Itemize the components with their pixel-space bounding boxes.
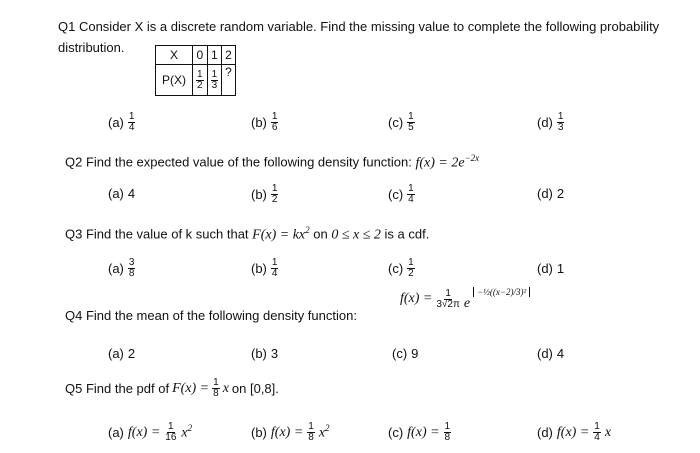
- table-cell-x2: 2: [222, 46, 236, 65]
- fraction-denominator: 3: [211, 79, 218, 91]
- option-lhs: f(x) =: [127, 424, 161, 440]
- q3-option-d[interactable]: [537, 261, 564, 276]
- q4-question-text: Q4 Find the mean of the following density function:: [65, 308, 357, 323]
- table-cell-p1: [207, 65, 222, 96]
- q1-option-b[interactable]: [251, 112, 278, 133]
- fraction-denominator: 8: [444, 432, 451, 443]
- q5-text-tail: on [0,8].: [231, 380, 279, 396]
- option-var: [319, 423, 330, 442]
- q1-option-d[interactable]: [537, 112, 564, 133]
- option-var: x: [604, 424, 612, 440]
- q4-option-a[interactable]: [108, 346, 135, 361]
- fraction-denominator: 3√2π: [436, 298, 460, 310]
- fraction-numerator: 1: [128, 111, 135, 122]
- q3-option-b[interactable]: [251, 258, 278, 279]
- option-value: 2: [127, 346, 136, 361]
- option-label: (a): [108, 186, 124, 201]
- option-var-exponent: 2: [187, 423, 193, 434]
- q3-option-c[interactable]: [388, 258, 415, 279]
- option-label: (d): [537, 115, 553, 130]
- option-label: (a): [108, 425, 124, 440]
- option-lhs: f(x) =: [270, 424, 304, 440]
- fraction-numerator: 1: [271, 257, 278, 268]
- option-label: (b): [251, 425, 267, 440]
- option-label: (c): [388, 115, 404, 130]
- q3-formula: F(x) = kx: [252, 227, 306, 243]
- fraction-denominator: 8: [128, 268, 135, 279]
- fraction-numerator: 1: [211, 68, 218, 80]
- q5-text: Q5 Find the pdf of: [65, 380, 170, 396]
- fraction-numerator: 1: [308, 421, 314, 432]
- fraction-denominator: 4: [408, 194, 414, 205]
- fraction-denominator: 8: [308, 432, 314, 443]
- q3-formula-range: 0 ≤ x ≤ 2: [331, 227, 381, 243]
- fraction-numerator: 1: [408, 111, 414, 122]
- q5-formula-var: x: [222, 380, 229, 396]
- q5-option-c[interactable]: [388, 422, 451, 443]
- fraction-denominator: 2: [197, 79, 203, 91]
- option-label: (b): [251, 187, 267, 202]
- q1-text-line1: Q1 Consider X is a discrete random variable. Find the missing value to complete the following probability: [58, 19, 660, 34]
- option-var: [181, 423, 192, 442]
- fraction-denominator: 16: [165, 432, 177, 443]
- q5-question: [65, 378, 279, 399]
- q3-text-on: on: [309, 226, 332, 242]
- option-label: (c): [388, 187, 404, 202]
- option-label: (a): [108, 261, 124, 276]
- fraction-denominator: 2: [408, 268, 414, 279]
- option-value: 4: [127, 186, 136, 201]
- option-label: (c): [392, 346, 408, 361]
- q3-text-tail: is a cdf.: [380, 226, 430, 242]
- option-label: (c): [388, 261, 404, 276]
- q5-option-d[interactable]: [537, 422, 611, 443]
- option-label: (b): [251, 115, 267, 130]
- fraction-denominator: 4: [128, 122, 135, 133]
- fraction-numerator: 1: [168, 421, 174, 432]
- fraction-denominator: 6: [271, 122, 278, 133]
- option-label: (a): [108, 346, 124, 361]
- option-label: (d): [537, 261, 553, 276]
- option-value: 1: [556, 261, 565, 276]
- fraction-numerator: 1: [213, 377, 219, 388]
- option-label: (a): [108, 115, 124, 130]
- q2-option-b[interactable]: [251, 184, 278, 205]
- option-label: (b): [251, 346, 267, 361]
- fraction-numerator: 1: [445, 287, 451, 299]
- fraction-denominator: 4: [271, 268, 278, 279]
- q2-option-a[interactable]: [108, 186, 135, 201]
- q4-option-b[interactable]: [251, 346, 278, 361]
- option-label: (d): [537, 346, 553, 361]
- fraction-numerator: 1: [594, 421, 600, 432]
- fraction-numerator: 1: [408, 257, 414, 268]
- table-cell-x1: 1: [207, 46, 222, 65]
- option-value: 9: [411, 346, 419, 361]
- table-cell-p0: [193, 65, 208, 96]
- q4-exponent: −½((x−2)/3)²: [473, 287, 530, 297]
- q4-option-d[interactable]: [537, 346, 564, 361]
- q2-question: [65, 150, 479, 171]
- q2-option-c[interactable]: [388, 184, 415, 205]
- q5-option-b[interactable]: [251, 422, 330, 443]
- q3-text: Q3 Find the value of k such that: [65, 226, 253, 242]
- option-label: (b): [251, 261, 267, 276]
- option-label: (c): [388, 425, 404, 440]
- option-lhs: f(x) =: [407, 424, 440, 440]
- q4-formula: [400, 286, 530, 312]
- q1-text-line2: distribution.: [58, 40, 125, 55]
- fraction-denominator: 4: [594, 432, 600, 443]
- fraction-numerator: 1: [271, 111, 278, 122]
- option-value: 4: [556, 346, 565, 361]
- q4-option-c[interactable]: [392, 346, 418, 361]
- fraction-denominator: 3: [557, 122, 564, 133]
- fraction-numerator: 3: [128, 257, 135, 268]
- q5-formula-lhs: F(x) =: [172, 380, 210, 396]
- q4-e: e: [463, 296, 471, 311]
- q5-option-a[interactable]: [108, 422, 192, 443]
- q2-formula: f(x) = 2e: [415, 155, 465, 171]
- q3-question: [65, 222, 429, 243]
- fraction-denominator: 5: [408, 122, 414, 133]
- option-var-exponent: 2: [325, 423, 330, 434]
- q2-formula-exponent: −2x: [464, 153, 480, 163]
- q2-option-d[interactable]: [537, 186, 564, 201]
- fraction-numerator: 1: [271, 183, 278, 194]
- fraction-numerator: 1: [444, 421, 451, 432]
- fraction-numerator: 1: [197, 68, 203, 80]
- fraction-denominator: 8: [213, 388, 219, 399]
- fraction-numerator: 1: [557, 111, 564, 122]
- option-var-letter: x: [181, 425, 188, 441]
- option-value: 3: [270, 346, 279, 361]
- option-label: (d): [537, 186, 553, 201]
- q3-option-a[interactable]: [108, 258, 135, 279]
- table-cell-x0: 0: [193, 46, 208, 65]
- fraction-numerator: 1: [408, 183, 414, 194]
- option-var-letter: x: [318, 425, 326, 441]
- q4-formula-lhs: f(x) =: [400, 291, 433, 306]
- option-lhs: f(x) =: [556, 424, 590, 440]
- fraction-denominator: 2: [271, 194, 278, 205]
- option-label: (d): [537, 425, 553, 440]
- table-cell-p2: ?: [222, 65, 236, 96]
- distribution-table: [155, 45, 236, 96]
- table-row-label-x: X: [156, 46, 193, 65]
- q1-option-a[interactable]: [108, 112, 135, 133]
- table-row-label-px: P(X): [156, 65, 193, 96]
- q2-text: Q2 Find the expected value of the following density function:: [65, 154, 416, 170]
- q3-formula-exponent: 2: [305, 225, 310, 235]
- option-value: 2: [556, 186, 565, 201]
- q1-option-c[interactable]: [388, 112, 415, 133]
